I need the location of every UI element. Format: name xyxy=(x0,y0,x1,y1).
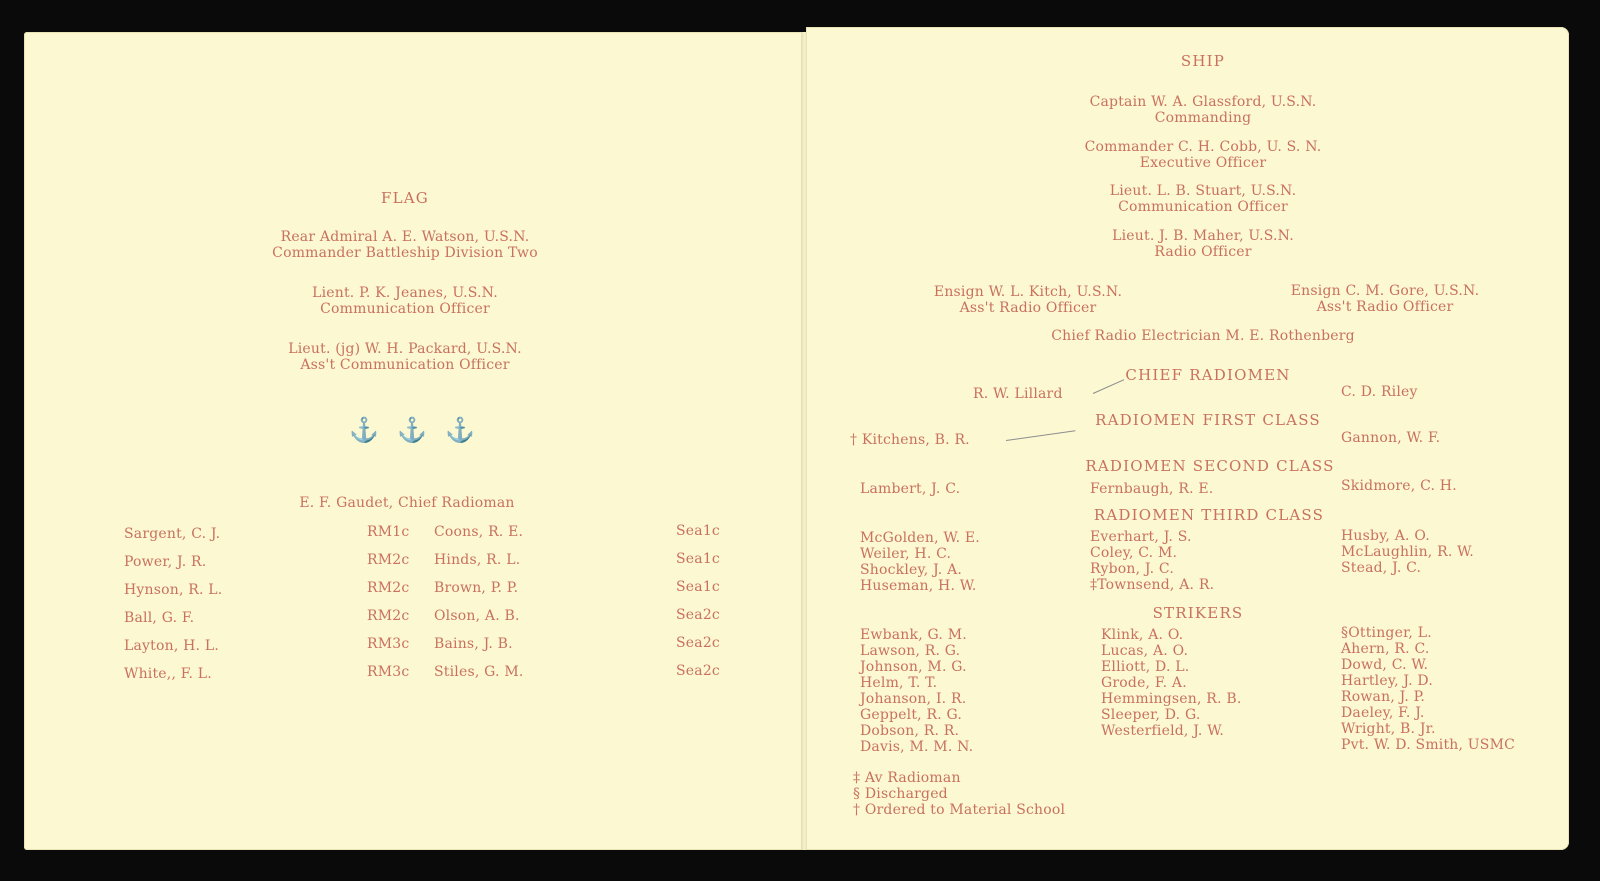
third-class-name: Weiler, H. C. xyxy=(860,546,952,562)
striker-name: Hartley, J. D. xyxy=(1341,673,1433,689)
third-class-column xyxy=(1090,529,1214,593)
third-class-name: ‡Townsend, A. R. xyxy=(1090,577,1215,593)
anchor-icon: ⚓ xyxy=(445,416,475,444)
second-class-name: Lambert, J. C. xyxy=(860,481,961,497)
chief-radio-electrician: Chief Radio Electrician M. E. Rothenberg xyxy=(1051,328,1355,344)
roster-name: Ball, G. F. xyxy=(124,610,195,626)
third-class-name: Stead, J. C. xyxy=(1341,560,1422,576)
roster-name: White,, F. L. xyxy=(124,666,212,682)
ship-officer-title: Lieut. L. B. Stuart, U.S.N. xyxy=(1109,183,1297,199)
striker-name: Grode, F. A. xyxy=(1101,675,1187,691)
striker-name: Davis, M. M. N. xyxy=(860,739,974,755)
roster-rate: Sea1c xyxy=(676,523,720,539)
ship-officer-role: Executive Officer xyxy=(1139,155,1267,171)
third-class-name: McLaughlin, R. W. xyxy=(1341,544,1474,560)
roster-rate: RM1c xyxy=(367,524,410,540)
chief-radiomen-heading: CHIEF RADIOMEN xyxy=(1125,366,1291,384)
roster-name: Hynson, R. L. xyxy=(124,582,223,598)
ensign-title: Ensign W. L. Kitch, U.S.N. xyxy=(933,284,1123,300)
third-class-name: Everhart, J. S. xyxy=(1090,529,1192,545)
roster-name: Bains, J. B. xyxy=(434,636,513,652)
striker-name: Klink, A. O. xyxy=(1101,627,1184,643)
third-class-column xyxy=(860,530,980,594)
roster-rate: Sea2c xyxy=(676,607,720,623)
ship-officer-title: Commander C. H. Cobb, U. S. N. xyxy=(1084,139,1322,155)
second-class-name: Fernbaugh, R. E. xyxy=(1090,481,1214,497)
chief-radioman-name: R. W. Lillard xyxy=(973,386,1063,402)
legend-item: § Discharged xyxy=(853,786,948,802)
roster-name: Layton, H. L. xyxy=(124,638,219,654)
striker-name: Lucas, A. O. xyxy=(1101,643,1189,659)
flag-heading: FLAG xyxy=(381,189,429,207)
roster-name: Hinds, R. L. xyxy=(434,552,521,568)
roster-rate: Sea2c xyxy=(676,663,720,679)
roster-name: Brown, P. P. xyxy=(434,580,519,596)
third-class-name: Coley, C. M. xyxy=(1090,545,1178,561)
striker-name: Hemmingsen, R. B. xyxy=(1101,691,1242,707)
striker-name: Pvt. W. D. Smith, USMC xyxy=(1341,737,1516,753)
ship-officer-title: Lieut. J. B. Maher, U.S.N. xyxy=(1112,228,1294,244)
roster-rate: Sea1c xyxy=(676,579,720,595)
roster-name: Coons, R. E. xyxy=(434,524,524,540)
roster-rate: RM2c xyxy=(367,552,410,568)
chief-radioman-name: C. D. Riley xyxy=(1341,384,1418,400)
ensign-title: Ensign C. M. Gore, U.S.N. xyxy=(1290,283,1480,299)
ship-officer-role: Radio Officer xyxy=(1154,244,1252,260)
roster-name: Power, J. R. xyxy=(124,554,207,570)
third-class-name: Husby, A. O. xyxy=(1341,528,1430,544)
flag-officer-role: Ass't Communication Officer xyxy=(300,357,510,373)
flag-officer-role: Commander Battleship Division Two xyxy=(272,245,538,261)
striker-name: §Ottinger, L. xyxy=(1341,625,1432,641)
striker-name: Dowd, C. W. xyxy=(1341,657,1429,673)
striker-name: Sleeper, D. G. xyxy=(1101,707,1201,723)
striker-name: Ewbank, G. M. xyxy=(860,627,967,643)
third-class-heading: RADIOMEN THIRD CLASS xyxy=(1093,506,1325,524)
legend-item: † Ordered to Material School xyxy=(853,802,1066,818)
third-class-name: McGolden, W. E. xyxy=(860,530,980,546)
third-class-column xyxy=(1341,528,1474,576)
roster-name: Olson, A. B. xyxy=(434,608,520,624)
third-class-name: Huseman, H. W. xyxy=(860,578,977,594)
striker-name: Helm, T. T. xyxy=(860,675,938,691)
roster-rate: RM2c xyxy=(367,608,410,624)
striker-name: Daeley, F. J. xyxy=(1341,705,1425,721)
striker-name: Johnson, M. G. xyxy=(860,659,967,675)
strikers-column xyxy=(1341,625,1515,753)
first-class-name: Gannon, W. F. xyxy=(1341,430,1441,446)
striker-name: Wright, B. Jr. xyxy=(1341,721,1436,737)
ensign-role: Ass't Radio Officer xyxy=(1316,299,1454,315)
strikers-column xyxy=(1101,627,1241,739)
ship-heading: SHIP xyxy=(1180,52,1226,70)
first-class-heading: RADIOMEN FIRST CLASS xyxy=(1095,411,1321,429)
first-class-name: † Kitchens, B. R. xyxy=(850,432,970,448)
flag-officer-role: Communication Officer xyxy=(320,301,490,317)
legend-item: ‡ Av Radioman xyxy=(853,770,961,786)
striker-name: Geppelt, R. G. xyxy=(860,707,963,723)
strikers-heading: STRIKERS xyxy=(1152,604,1244,622)
third-class-name: Rybon, J. C. xyxy=(1090,561,1175,577)
ship-officer-title: Captain W. A. Glassford, U.S.N. xyxy=(1089,94,1317,110)
roster-rate: RM3c xyxy=(367,636,410,652)
striker-name: Lawson, R. G. xyxy=(860,643,961,659)
roster-rate: Sea1c xyxy=(676,551,720,567)
third-class-name: Shockley, J. A. xyxy=(860,562,963,578)
flag-officer-title: Lient. P. K. Jeanes, U.S.N. xyxy=(312,285,498,301)
roster-rate: Sea2c xyxy=(676,635,720,651)
legend xyxy=(853,770,1065,818)
striker-name: Elliott, D. L. xyxy=(1101,659,1190,675)
ensign-role: Ass't Radio Officer xyxy=(959,300,1097,316)
roster-rate: RM2c xyxy=(367,580,410,596)
striker-name: Ahern, R. C. xyxy=(1341,641,1430,657)
roster-rate: RM3c xyxy=(367,664,410,680)
second-class-heading: RADIOMEN SECOND CLASS xyxy=(1085,457,1335,475)
anchor-icon: ⚓ xyxy=(349,416,379,444)
roster-name: Stiles, G. M. xyxy=(434,664,524,680)
striker-name: Dobson, R. R. xyxy=(860,723,960,739)
ship-officer-role: Commanding xyxy=(1154,110,1252,126)
strikers-column xyxy=(860,627,973,755)
striker-name: Johanson, I. R. xyxy=(860,691,967,707)
striker-name: Rowan, J. P. xyxy=(1341,689,1426,705)
second-class-name: Skidmore, C. H. xyxy=(1341,478,1457,494)
striker-name: Westerfield, J. W. xyxy=(1101,723,1225,739)
ship-officer-role: Communication Officer xyxy=(1118,199,1288,215)
anchor-icon: ⚓ xyxy=(397,416,427,444)
flag-officer-title: Lieut. (jg) W. H. Packard, U.S.N. xyxy=(288,341,522,357)
flag-officer-title: Rear Admiral A. E. Watson, U.S.N. xyxy=(280,229,530,245)
roster-name: Sargent, C. J. xyxy=(124,526,221,542)
flag-chief-radioman: E. F. Gaudet, Chief Radioman xyxy=(299,495,515,511)
